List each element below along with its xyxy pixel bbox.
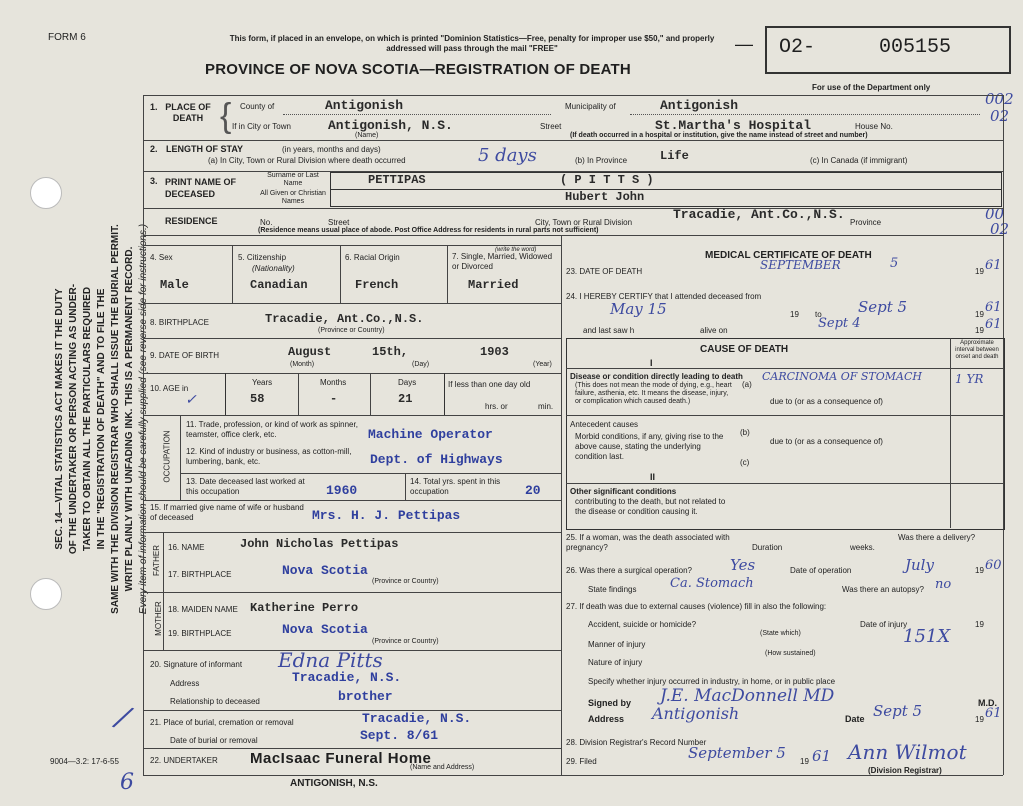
registration-number-box [765, 26, 1011, 74]
frame-top [143, 95, 1003, 96]
residence-prov-label: Province [850, 218, 882, 227]
cause-a-interval: 1 YR [955, 372, 984, 386]
dob-month: August [288, 345, 332, 359]
mother-name-value: Katherine Perro [250, 601, 359, 615]
m24-last-year: 61 [985, 317, 1002, 332]
m26-date-label: Date of operation [790, 566, 852, 575]
cause-title: CAUSE OF DEATH [700, 344, 789, 355]
m23-year: 61 [985, 258, 1002, 273]
hrs-label: hrs. or [485, 402, 508, 411]
min-label: min. [538, 402, 554, 411]
m24-to-value: Sept 5 [858, 298, 908, 316]
residence-no-label: No. [260, 218, 273, 227]
father-bp-label: 17. BIRTHPLACE [168, 570, 232, 579]
code-c2: 02 [990, 107, 1010, 125]
rule-after-20 [143, 710, 561, 711]
s3-alias-value: ( P I T T S ) [560, 173, 654, 187]
mother-bp-label: 19. BIRTHPLACE [168, 629, 232, 638]
frame-bottom [143, 775, 1003, 776]
medical-title: MEDICAL CERTIFICATE OF DEATH [705, 250, 872, 261]
signed-label: Signed by [588, 698, 632, 708]
date-label: Date [845, 714, 865, 724]
years-label: Years [252, 378, 273, 387]
s1-label: PLACE OF DEATH [165, 102, 211, 123]
burial-value: Tracadie, N.S. [362, 711, 472, 726]
s3-surname-label: Surname or Last Name [267, 172, 319, 187]
m27-nature: Nature of injury [588, 658, 643, 667]
undertaker-city: ANTIGONISH, N.S. [290, 778, 378, 789]
col-sep [447, 245, 448, 303]
side-line: WRITE PLAINLY WITH UNFADING INK. THIS IS A PERMANENT RECORD. [124, 246, 135, 592]
occ-12-label: 12. Kind of industry or business, as cotton-mill, lumbering, bank, etc. [186, 447, 352, 466]
m28-label: 28. Division Registrar's Record Number [566, 738, 707, 747]
side-line: TAKER TO OBTAIN ALL THE PARTICULARS REQUIRED [82, 286, 93, 552]
side-line: SEC. 14—VITAL STATISTICS ACT MAKES IT THE DUTY [54, 288, 65, 550]
mother-bp-value: Nova Scotia [282, 622, 368, 637]
m29-filed: September 5 [688, 744, 786, 762]
father-name-label: 16. NAME [168, 543, 205, 552]
address-value: Antigonish [652, 704, 740, 723]
m26-autopsy: Was there an autopsy? [842, 585, 924, 594]
dots [630, 114, 980, 115]
reg-prefix: O2- [779, 36, 816, 59]
m23-19: 19 [975, 267, 984, 276]
m24-label: 24. I HEREBY CERTIFY that I attended deceased from [566, 292, 762, 301]
m27-how: (How sustained) [765, 650, 816, 657]
m29-registrar: Ann Wilmot [848, 740, 967, 764]
cause-a: (a) [742, 380, 752, 389]
m26-value: Yes [730, 556, 756, 574]
burial-label: 21. Place of burial, cremation or removal [150, 718, 294, 727]
informant-rel-label: Relationship to deceased [170, 697, 260, 706]
occ-13-value: 1960 [326, 483, 358, 498]
informant-signature: Edna Pitts [278, 648, 383, 672]
s2-b-value: Life [660, 149, 689, 163]
m26-state: State findings [588, 585, 637, 594]
roman-2: II [650, 472, 656, 482]
date-19: 19 [975, 715, 984, 724]
s1-note: (If death occurred in a hospital or institution, give the name instead of street and number) [570, 132, 868, 139]
cause-b: (b) [740, 428, 750, 437]
sex-label: 4. Sex [150, 253, 173, 262]
occ-11-label: 11. Trade, profession, or kind of work as spinner, teamster, office clerk, etc. [186, 420, 358, 439]
s2-sub: (in years, months and days) [282, 145, 381, 154]
m27-19: 19 [975, 620, 984, 629]
m25-duration: Duration [752, 543, 783, 552]
rule-personal [143, 245, 561, 246]
rule-residence [143, 235, 1003, 236]
m27-state-which: (State which) [760, 630, 801, 637]
age-check: ✓ [185, 392, 197, 408]
s2-b-label: (b) In Province [575, 156, 628, 165]
m27-date-inj: Date of injury [860, 620, 908, 629]
days-label: Days [398, 378, 417, 387]
frame-left [143, 95, 144, 775]
spouse-label: 15. If married give name of wife or husband of deceased [150, 503, 304, 522]
m23-month: SEPTEMBER [760, 258, 841, 272]
spouse-value: Mrs. H. J. Pettipas [312, 508, 461, 523]
col-sep [232, 245, 233, 303]
antecedent-note: Morbid conditions, if any, giving rise to the above cause, stating the underlying condition last. [575, 432, 724, 461]
mother-bp-sub: (Province or Country) [372, 638, 439, 645]
cause-int-sep [950, 338, 951, 528]
disease-label: Disease or condition directly leading to death [570, 372, 743, 381]
m23-day: 5 [890, 256, 899, 271]
occ-13-label: 13. Date deceased last worked at this occupation [186, 477, 305, 496]
m24-last-seen2: alive on [700, 326, 728, 335]
undertaker-sub: (Name and Address) [410, 764, 475, 771]
rule-after-3 [143, 208, 1003, 209]
burial-date-value: Sept. 8/61 [360, 728, 439, 743]
m27-code: 151X [903, 626, 951, 647]
citizenship-label: 5. Citizenship [238, 253, 287, 262]
m25-label: 25. If a woman, was the death associated with pregnancy? [566, 533, 730, 552]
side-line: Every item of information should be carefully supplied (see reverse side for instructions.) [138, 223, 149, 615]
m24-from: May 15 [610, 300, 667, 318]
father-name-value: John Nicholas Pettipas [240, 537, 399, 551]
mail-notice: This form, if placed in an envelope, on which is printed "Dominion Statistics—Free, penalty for improper use $50," and properly addressed will pass through the mail "FREE" [229, 34, 715, 53]
s1-city-value: Antigonish, N.S. [328, 118, 453, 133]
m29-registrar-label: (Division Registrar) [868, 766, 942, 775]
m24-last-value: Sept 4 [818, 316, 861, 331]
rule-after-17 [143, 592, 561, 593]
antecedent-label: Antecedent causes [570, 420, 639, 429]
occupation-col [180, 415, 181, 500]
rule-after-4-7 [143, 303, 561, 304]
write-word: (write the word) [495, 247, 537, 253]
occupation-side-label: OCCUPATION [162, 430, 172, 483]
s2-number: 2. [150, 144, 158, 154]
date-value: Sept 5 [873, 702, 923, 720]
birthplace-value: Tracadie, Ant.Co.,N.S. [265, 312, 424, 326]
code-c1: 002 [985, 90, 1014, 108]
other-label: Other significant conditions [570, 487, 677, 496]
father-side-label: FATHER [151, 545, 161, 576]
dash-mark: — [735, 34, 753, 54]
marital-value: Married [468, 278, 519, 292]
father-bp-sub: (Province or Country) [372, 578, 439, 585]
undertaker-label: 22. UNDERTAKER [150, 756, 218, 765]
page-title: PROVINCE OF NOVA SCOTIA—REGISTRATION OF DEATH [205, 61, 631, 78]
months-label: Months [320, 378, 347, 387]
s3-label: PRINT NAME OF DECEASED [165, 177, 236, 199]
other-note: contributing to the death, but not related to the disease or condition causing it. [575, 497, 726, 516]
m26-label: 26. Was there a surgical operation? [566, 566, 692, 575]
m27-manner: Manner of injury [588, 640, 646, 649]
m24-19c: 19 [975, 326, 984, 335]
marital-label: 7. Single, Married, Widowed or Divorced [452, 252, 553, 271]
side-instructions [54, 120, 154, 700]
months-value: - [330, 392, 338, 406]
m25-delivery: Was there a delivery? [898, 533, 976, 542]
code-c4: 02 [990, 220, 1010, 238]
mother-side-label: MOTHER [153, 601, 163, 636]
s1-muni-label: Municipality of [565, 102, 616, 111]
birthplace-sub: (Province or Country) [318, 327, 385, 334]
m24-to: to [815, 310, 822, 319]
s2-a-label: (a) In City, Town or Rural Division where death occurred [208, 156, 406, 165]
s1-number: 1. [150, 102, 158, 112]
cause-c: (c) [740, 458, 750, 467]
citizenship-sub: (Nationality) [252, 264, 295, 273]
age-label: 10. AGE in [150, 384, 189, 393]
frame-middle [561, 235, 562, 775]
s3-given-value: Hubert John [565, 190, 645, 204]
side-line: SAME WITH THE DIVISION REGISTRAR WHO SHALL ISSUE THE BURIAL PERMIT. [110, 224, 121, 614]
s1-hospital-value: St.Martha's Hospital [655, 118, 812, 133]
mother-name-label: 18. MAIDEN NAME [168, 605, 238, 614]
s1-name-label: (Name) [355, 132, 379, 139]
disease-note: (This does not mean the mode of dying, e.g., heart failure, asthenia, etc. It means the disease, injury, or complication which caused death.) [575, 382, 732, 405]
sex-value: Male [160, 278, 189, 292]
side-line: IN THE "REGISTRATION OF DEATH" AND TO FILE THE [96, 288, 107, 550]
brace: { [220, 97, 232, 135]
margin-mark: 6 [120, 770, 134, 795]
m26-date-value: July [905, 556, 934, 574]
mother-col [163, 592, 164, 650]
date-year: 61 [985, 706, 1002, 721]
residence-value: Tracadie, Ant.Co.,N.S. [673, 207, 845, 222]
s1-muni-value: Antigonish [660, 98, 739, 113]
s3-surname-value: PETTIPAS [368, 173, 426, 187]
birthplace-label: 8. BIRTHPLACE [150, 318, 209, 327]
undertaker-stamp: MacIsaac Funeral Home [250, 750, 432, 767]
name-grid-2 [330, 189, 1002, 207]
s1-county-label: County of [240, 102, 275, 111]
age-sep [370, 373, 371, 415]
residence-note: (Residence means usual place of abode. Post Office Address for residents in rural parts not sufficient) [258, 227, 599, 234]
col-sep [340, 245, 341, 303]
m24-last-seen: and last saw h [583, 326, 635, 335]
residence-label: RESIDENCE [165, 216, 218, 226]
rule-after-15 [143, 532, 561, 533]
code-c3: 00 [985, 205, 1005, 223]
citizenship-value: Canadian [250, 278, 308, 292]
cause-a-value: CARCINOMA OF STOMACH [762, 370, 923, 383]
occ-12-value: Dept. of Highways [370, 452, 503, 467]
s3-given-label: All Given or Christian Names [260, 190, 326, 205]
occ-11-value: Machine Operator [368, 427, 493, 442]
cause-rule [566, 483, 1003, 484]
m26-19: 19 [975, 566, 984, 575]
cause-rule [566, 415, 1003, 416]
dob-year: 1903 [480, 345, 509, 359]
occ-14-value: 20 [525, 483, 541, 498]
burial-date-label: Date of burial or removal [170, 736, 258, 745]
m24-19b: 19 [975, 310, 984, 319]
m26-autopsy-value: no [935, 577, 952, 592]
address-label: Address [588, 714, 625, 724]
race-value: French [355, 278, 399, 292]
race-label: 6. Racial Origin [345, 253, 400, 262]
m27-accident: Accident, suicide or homicide? [588, 620, 697, 629]
occ-split [405, 473, 406, 500]
years-value: 58 [250, 392, 265, 406]
dots [283, 114, 551, 115]
rule-after-8 [143, 338, 561, 339]
name-grid [330, 172, 1002, 190]
m24-year: 61 [985, 300, 1002, 315]
rule-after-14 [143, 500, 561, 501]
interval-label: Approximate interval between onset and death [955, 340, 999, 360]
dept-use-label: For use of the Department only [812, 83, 931, 92]
residence-city-label: City, Town or Rural Division [535, 218, 633, 227]
informant-addr-label: Address [170, 679, 200, 688]
rule-after-12 [180, 473, 561, 474]
due-to-1: due to (or as a consequence of) [770, 397, 883, 406]
roman-1: I [650, 358, 653, 368]
due-to-2: due to (or as a consequence of) [770, 437, 883, 446]
occ-14-label: 14. Total yrs. spent in this occupation [410, 477, 501, 496]
informant-rel-value: brother [338, 689, 393, 704]
rule-after-21 [143, 748, 561, 749]
dob-month-sub: (Month) [290, 361, 315, 368]
informant-sig-label: 20. Signature of informant [150, 660, 243, 669]
dob-year-sub: (Year) [533, 361, 552, 368]
s1-street-label: Street [540, 122, 562, 131]
s1-city-label: If in City or Town [232, 122, 291, 131]
informant-addr-value: Tracadie, N.S. [292, 670, 402, 685]
age-sep [298, 373, 299, 415]
s1-county-value: Antigonish [325, 98, 404, 113]
form-number: FORM 6 [48, 32, 86, 43]
father-col [163, 532, 164, 592]
cause-rule [566, 368, 1003, 369]
m25-weeks: weeks. [850, 543, 875, 552]
m29-year: 61 [812, 747, 832, 765]
s2-c-label: (c) In Canada (if immigrant) [810, 156, 908, 165]
s2-a-value: 5 days [478, 145, 537, 166]
dob-day: 15th, [372, 345, 409, 359]
m29-label: 29. Filed [566, 757, 597, 766]
m29-19: 19 [800, 757, 809, 766]
reg-number: 005155 [879, 36, 952, 59]
m23-label: 23. DATE OF DEATH [566, 267, 643, 276]
s1-house-label: House No. [855, 122, 893, 131]
dob-label: 9. DATE OF BIRTH [150, 351, 220, 360]
m27-specify: Specify whether injury occurred in industry, in home, or in public place [588, 677, 836, 686]
residence-street-label: Street [328, 218, 350, 227]
m26-year: 60 [985, 558, 1002, 573]
s3-number: 3. [150, 176, 158, 186]
s2-label: LENGTH OF STAY [166, 144, 244, 154]
m26-state-value: Ca. Stomach [670, 576, 754, 591]
margin-slash: / [112, 699, 134, 736]
rule-after-10 [143, 415, 561, 416]
days-value: 21 [398, 392, 413, 406]
less-than-day: If less than one day old [448, 380, 531, 389]
m27-label: 27. If death was due to external causes (violence) fill in also the following: [566, 602, 827, 611]
signed-value: J.E. MacDonnell MD [660, 686, 835, 706]
side-line: OF THE UNDERTAKER OR PERSON ACTING AS UNDER- [68, 283, 79, 555]
rule-after-1 [143, 140, 1003, 141]
form-code: 9004—3.2: 17-6-55 [50, 757, 119, 766]
md-label: M.D. [978, 698, 997, 708]
m24-19a: 19 [790, 310, 799, 319]
dob-day-sub: (Day) [412, 361, 430, 368]
father-bp-value: Nova Scotia [282, 563, 368, 578]
